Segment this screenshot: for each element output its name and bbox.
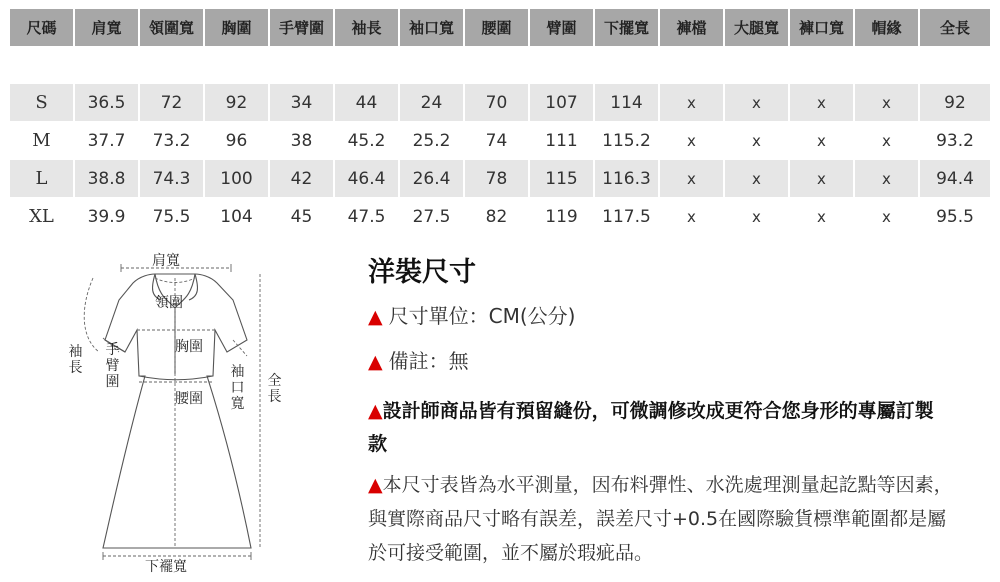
red-triangle-icon: ▲: [368, 351, 383, 373]
design-note-text: 設計師商品皆有預留縫份，可微調修改成更符合您身形的專屬訂製款: [368, 400, 934, 455]
value-cell: 74.3: [140, 160, 205, 197]
header-cell: 袖長: [335, 9, 400, 46]
value-cell: 70: [465, 84, 530, 121]
diagram-label-sleeve-length: 袖長: [68, 344, 83, 376]
value-cell: 37.7: [75, 122, 140, 159]
value-cell: 36.5: [75, 84, 140, 121]
header-cell: 腰圍: [465, 9, 530, 46]
value-cell: 94.4: [920, 160, 990, 197]
diagram-label-hem: 下襬寬: [145, 559, 187, 575]
header-cell: 褲口寬: [790, 9, 855, 46]
red-triangle-icon: ▲: [368, 400, 383, 422]
value-cell: 45: [270, 198, 335, 235]
value-cell: 92: [920, 84, 990, 121]
value-cell: 95.5: [920, 198, 990, 235]
header-cell: 褲檔: [660, 9, 725, 46]
diagram-label-cuff: 袖口寬: [230, 364, 245, 412]
value-cell: 46.4: [335, 160, 400, 197]
diagram-label-waist: 腰圍: [175, 391, 203, 407]
value-cell: x: [660, 198, 725, 235]
value-cell: 115: [530, 160, 595, 197]
diagram-label-chest: 胸圍: [175, 339, 203, 355]
value-cell: 42: [270, 160, 335, 197]
value-cell: x: [725, 160, 790, 197]
value-cell: 74: [465, 122, 530, 159]
value-cell: 45.2: [335, 122, 400, 159]
value-cell: x: [660, 84, 725, 121]
diagram-label-total-length: 全長: [267, 373, 282, 405]
value-cell: x: [855, 160, 920, 197]
value-cell: 34: [270, 84, 335, 121]
value-cell: x: [855, 198, 920, 235]
value-cell: x: [725, 84, 790, 121]
value-cell: x: [855, 84, 920, 121]
unit-note: [368, 300, 575, 329]
header-cell: 下擺寬: [595, 9, 660, 46]
dress-measurement-diagram: [55, 248, 300, 578]
header-cell: 臂圍: [530, 9, 595, 46]
header-cell: 尺碼: [10, 9, 75, 46]
table-row: [10, 198, 990, 235]
value-cell: 92: [205, 84, 270, 121]
value-cell: 104: [205, 198, 270, 235]
value-cell: 38: [270, 122, 335, 159]
header-cell: 手臂圍: [270, 9, 335, 46]
value-cell: x: [660, 160, 725, 197]
value-cell: x: [790, 122, 855, 159]
table-row: [10, 122, 990, 159]
value-cell: 72: [140, 84, 205, 121]
value-cell: 73.2: [140, 122, 205, 159]
value-cell: 115.2: [595, 122, 660, 159]
value-cell: 47.5: [335, 198, 400, 235]
unit-note-text: 尺寸單位：CM(公分): [388, 304, 576, 328]
value-cell: 38.8: [75, 160, 140, 197]
diagram-label-arm: 手臂圍: [105, 342, 120, 390]
header-cell: 領圍寬: [140, 9, 205, 46]
value-cell: 107: [530, 84, 595, 121]
header-cell: 肩寬: [75, 9, 140, 46]
design-note: [368, 395, 948, 461]
value-cell: 119: [530, 198, 595, 235]
value-cell: 26.4: [400, 160, 465, 197]
red-triangle-icon: ▲: [368, 306, 383, 328]
value-cell: 25.2: [400, 122, 465, 159]
size-cell: L: [10, 160, 75, 197]
header-cell: 大腿寬: [725, 9, 790, 46]
value-cell: 78: [465, 160, 530, 197]
measure-note-text: 本尺寸表皆為水平測量，因布料彈性、水洗處理測量起訖點等因素，與實際商品尺寸略有誤差，誤差尺寸+0.5在國際驗貨標準範圍都是屬於可接受範圍，並不屬於瑕疵品。: [368, 474, 953, 564]
value-cell: x: [725, 122, 790, 159]
header-cell: 帽緣: [855, 9, 920, 46]
value-cell: 24: [400, 84, 465, 121]
value-cell: x: [790, 84, 855, 121]
value-cell: 114: [595, 84, 660, 121]
header-cell: 全長: [920, 9, 990, 46]
value-cell: x: [725, 198, 790, 235]
value-cell: 111: [530, 122, 595, 159]
value-cell: 93.2: [920, 122, 990, 159]
value-cell: x: [790, 198, 855, 235]
remark-note-text: 備註：無: [388, 349, 469, 373]
diagram-label-shoulder: 肩寬: [152, 253, 180, 269]
table-row: [10, 160, 990, 197]
value-cell: 117.5: [595, 198, 660, 235]
value-cell: 75.5: [140, 198, 205, 235]
size-cell: M: [10, 122, 75, 159]
value-cell: 116.3: [595, 160, 660, 197]
value-cell: 39.9: [75, 198, 140, 235]
size-cell: XL: [10, 198, 75, 235]
value-cell: 96: [205, 122, 270, 159]
header-cell: 胸圍: [205, 9, 270, 46]
measure-note: [368, 468, 958, 570]
remark-note: [368, 345, 469, 374]
value-cell: 27.5: [400, 198, 465, 235]
size-cell: S: [10, 84, 75, 121]
table-row: [10, 84, 990, 121]
value-cell: 100: [205, 160, 270, 197]
diagram-label-collar: 領圍: [155, 295, 183, 311]
value-cell: x: [660, 122, 725, 159]
header-cell: 袖口寬: [400, 9, 465, 46]
red-triangle-icon: ▲: [368, 474, 383, 496]
value-cell: 44: [335, 84, 400, 121]
value-cell: x: [855, 122, 920, 159]
value-cell: x: [790, 160, 855, 197]
table-header-row: [10, 9, 990, 46]
value-cell: 82: [465, 198, 530, 235]
size-table: [10, 9, 990, 237]
page-title: 洋裝尺寸: [368, 257, 476, 288]
